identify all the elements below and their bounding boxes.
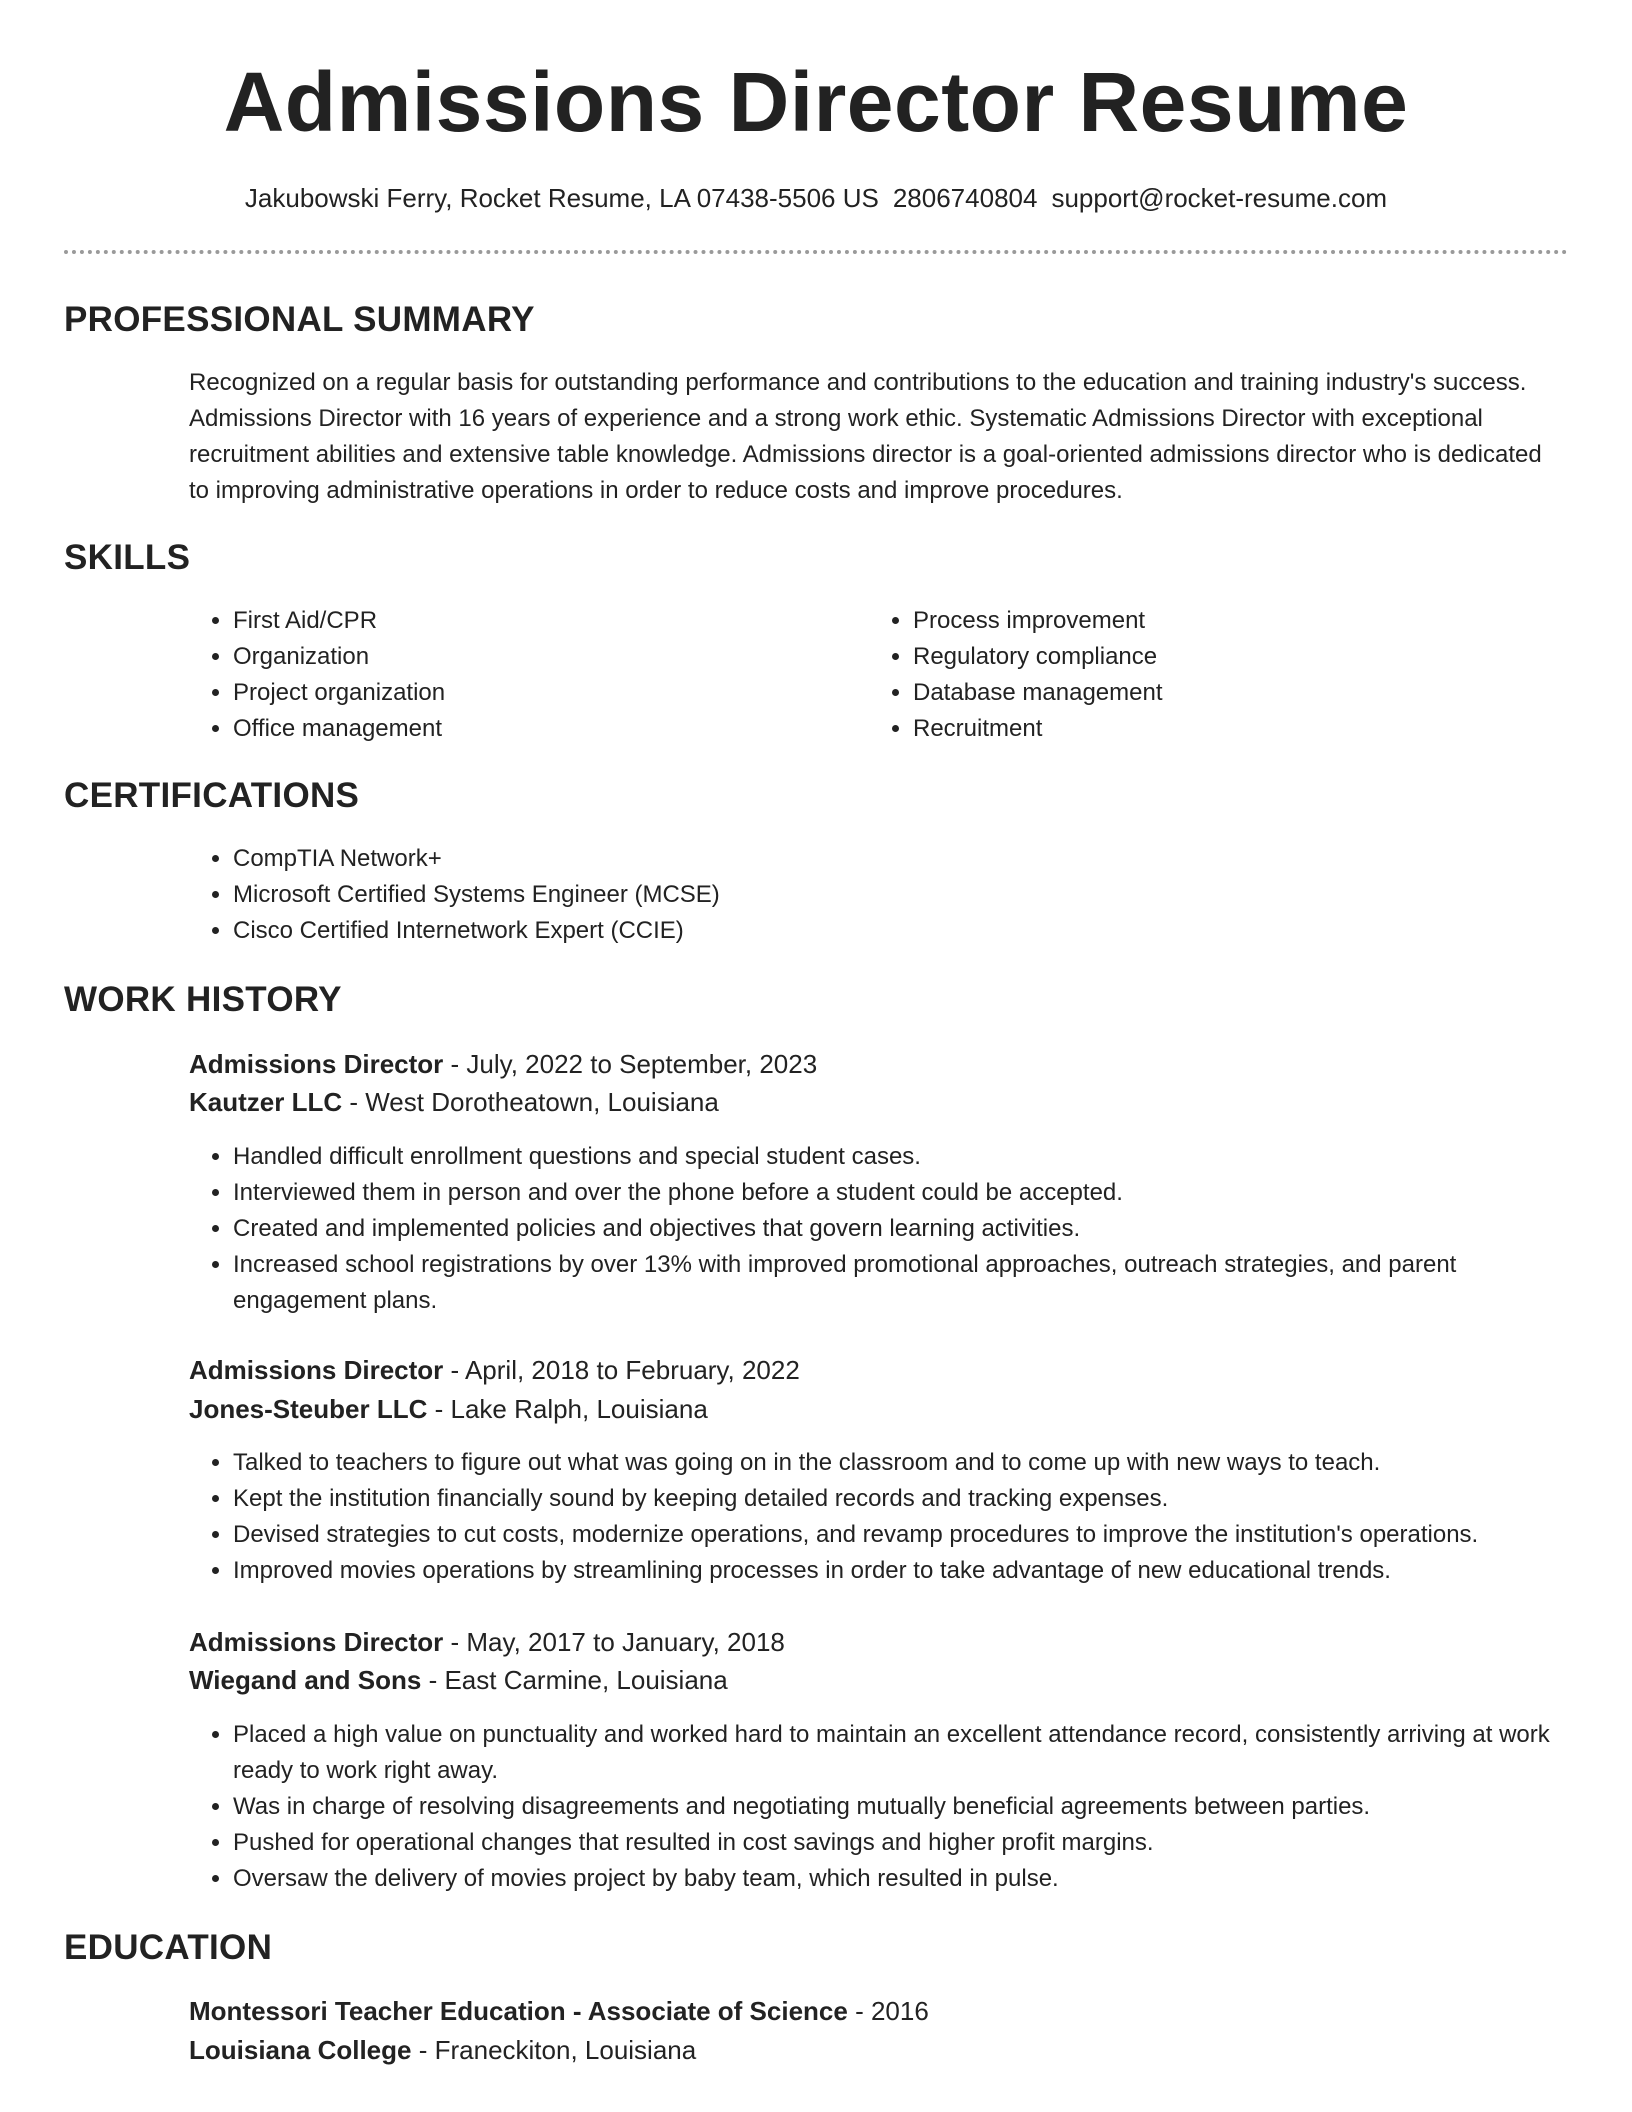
page-title: Admissions Director Resume [223,55,1409,149]
skills-heading: SKILLS [64,538,191,577]
job-bullet: • Interviewed them in person and over the phone before a student could be accepted. [233,1175,1563,1211]
job-dates: - May, 2017 to January, 2018 [443,1627,785,1657]
job-title-line [189,1046,817,1082]
skill-item: • Process improvement [913,603,1533,639]
job-company: Jones-Steuber LLC [189,1394,428,1424]
summary-heading: PROFESSIONAL SUMMARY [64,300,535,339]
job-company: Kautzer LLC [189,1087,343,1117]
job-bullet: • Devised strategies to cut costs, modernize operations, and revamp procedures to improve the institution's operations. [233,1517,1593,1553]
job-bullet: • Oversaw the delivery of movies project by baby team, which resulted in pulse. [233,1861,1593,1897]
contact-email: support@rocket-resume.com [1051,183,1388,213]
skills-list-right [869,603,1533,747]
job-dates: - April, 2018 to February, 2022 [443,1355,800,1385]
job-company: Wiegand and Sons [189,1665,422,1695]
summary-text: Recognized on a regular basis for outstanding performance and contributions to the education and training industry's success. Admissions Director with 16 years of experience and a strong work ethic. Systematic Admissions Director with exceptional recruitment abilities and extensive table knowledge. Admissions director is a goal-oriented admissions director who is dedicated to improving administrative operations in order to reduce costs and improve procedures. [189,369,1542,504]
job-bullet: • Increased school registrations by over 13% with improved promotional approaches, outreach strategies, and parent engagement plans. [233,1247,1563,1319]
certification-item: • Microsoft Certified Systems Engineer (MCSE) [233,877,1533,913]
education-degree-line [189,1993,929,2029]
skill-item: • Recruitment [913,711,1533,747]
job-location: - East Carmine, Louisiana [421,1665,728,1695]
job-bullet: • Talked to teachers to figure out what was going on in the classroom and to come up with new ways to teach. [233,1445,1593,1481]
education-school-line [189,2032,696,2068]
education-school: Louisiana College [189,2035,412,2065]
job-bullets [189,1139,1563,1319]
job-location: - Lake Ralph, Louisiana [427,1394,708,1424]
job-bullet: • Placed a high value on punctuality and worked hard to maintain an excellent attendance record, consistently arriving at work ready to work right away. [233,1717,1593,1789]
header-divider [64,250,1568,254]
contact-line [0,180,1632,216]
job-dates: - July, 2022 to September, 2023 [443,1049,818,1079]
skill-item: • First Aid/CPR [233,603,853,639]
job-bullet: • Pushed for operational changes that resulted in cost savings and higher profit margins. [233,1825,1593,1861]
education-heading: EDUCATION [64,1928,273,1967]
job-bullet: • Handled difficult enrollment questions and special student cases. [233,1139,1563,1175]
job-company-line [189,1084,719,1120]
skill-item: • Project organization [233,675,853,711]
certifications-list [189,841,1533,949]
job-location: - West Dorotheatown, Louisiana [342,1087,719,1117]
contact-phone: 2806740804 [892,183,1038,213]
job-bullet: • Created and implemented policies and objectives that govern learning activities. [233,1211,1563,1247]
education-degree: Montessori Teacher Education - Associate of Science [189,1996,848,2026]
certification-item: • CompTIA Network+ [233,841,1533,877]
skill-item: • Database management [913,675,1533,711]
job-company-line [189,1662,728,1698]
job-title: Admissions Director [189,1049,444,1079]
education-location: - Franeckiton, Louisiana [411,2035,697,2065]
contact-address: Jakubowski Ferry, Rocket Resume, LA 07438-5506 US [244,183,879,213]
certifications-heading: CERTIFICATIONS [64,776,360,815]
education-year: - 2016 [847,1996,929,2026]
skill-item: • Organization [233,639,853,675]
job-title: Admissions Director [189,1355,444,1385]
skill-item: • Office management [233,711,853,747]
job-title-line [189,1352,800,1388]
work-history-heading: WORK HISTORY [64,980,342,1019]
job-bullets [189,1717,1593,1897]
job-title-line [189,1624,785,1660]
job-title: Admissions Director [189,1627,444,1657]
job-bullets [189,1445,1593,1589]
job-company-line [189,1391,708,1427]
job-bullet: • Was in charge of resolving disagreements and negotiating mutually beneficial agreements between parties. [233,1789,1593,1825]
job-bullet: • Kept the institution financially sound by keeping detailed records and tracking expenses. [233,1481,1593,1517]
job-bullet: • Improved movies operations by streamlining processes in order to take advantage of new educational trends. [233,1553,1593,1589]
skill-item: • Regulatory compliance [913,639,1533,675]
certification-item: • Cisco Certified Internetwork Expert (CCIE) [233,913,1533,949]
skills-list-left [189,603,853,747]
